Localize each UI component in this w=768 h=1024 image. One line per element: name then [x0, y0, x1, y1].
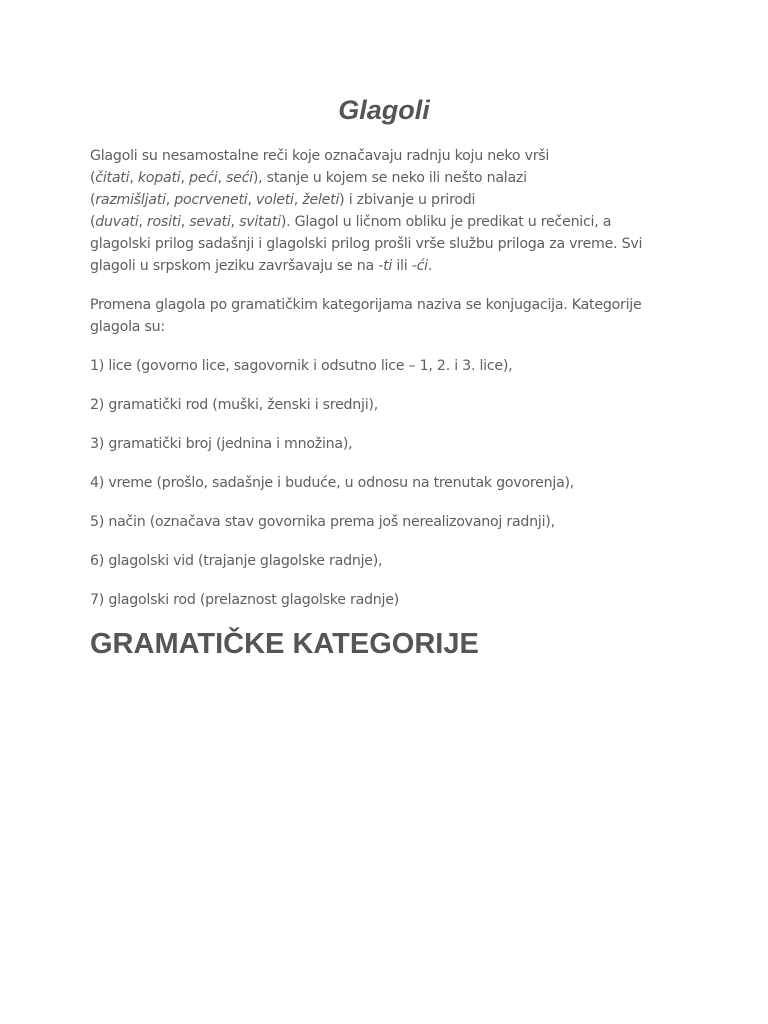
section-heading: GRAMATIČKE KATEGORIJE: [90, 628, 479, 660]
category-item-gender: 2) gramatički rod (muški, ženski i srednji),: [90, 397, 378, 413]
intro-paragraph: [90, 145, 690, 277]
category-item-tense: 4) vreme (prošlo, sadašnje i buduće, u odnosu na trenutak govorenja),: [90, 475, 575, 491]
example-verb: čitati: [95, 170, 130, 186]
conjugation-line-2: glagola su:: [90, 319, 165, 335]
example-verb: razmišljati: [95, 192, 166, 208]
example-verb: želeti: [302, 192, 340, 208]
example-verb: voleti: [256, 192, 294, 208]
category-item-mood: 5) način (označava stav govornika prema još nerealizovanoj radnji),: [90, 514, 555, 530]
intro-line-2: (čitati, kopati, peći, seći), stanje u kojem se neko ili nešto nalazi: [90, 170, 527, 186]
suffix-ti: -ti: [378, 258, 393, 274]
intro-line-6: glagoli u srpskom jeziku završavaju se na -ti ili -ći.: [90, 258, 433, 274]
example-verb: pocrveneti: [174, 192, 248, 208]
example-verb: rositi: [146, 214, 181, 230]
page-title: Glagoli: [338, 95, 430, 125]
intro-line-4: (duvati, rositi, sevati, svitati). Glagol u ličnom obliku je predikat u rečenici, a: [90, 214, 612, 230]
conjugation-line-1: Promena glagola po gramatičkim kategorijama naziva se konjugacija. Kategorije: [90, 297, 642, 313]
example-verb: kopati: [137, 170, 181, 186]
example-verb: duvati: [95, 214, 139, 230]
intro-line-3: (razmišljati, pocrveneti, voleti, želeti) i zbivanje u prirodi: [90, 192, 476, 208]
conjugation-paragraph: [90, 294, 690, 338]
category-item-person: 1) lice (govorno lice, sagovornik i odsutno lice – 1, 2. i 3. lice),: [90, 358, 513, 374]
example-verb: seći: [226, 170, 253, 186]
suffix-ci: -ći: [411, 258, 428, 274]
intro-line-5: glagolski prilog sadašnji i glagolski prilog prošli vrše službu priloga za vreme. Svi: [90, 236, 643, 252]
example-verb: sevati: [189, 214, 231, 230]
intro-line-1: Glagoli su nesamostalne reči koje označavaju radnju koju neko vrši: [90, 148, 550, 164]
example-verb: svitati: [239, 214, 281, 230]
category-item-aspect: 6) glagolski vid (trajanje glagolske radnje),: [90, 553, 383, 569]
category-item-voice: 7) glagolski rod (prelaznost glagolske radnje): [90, 592, 399, 608]
category-item-number: 3) gramatički broj (jednina i množina),: [90, 436, 353, 452]
example-verb: peći: [188, 170, 218, 186]
